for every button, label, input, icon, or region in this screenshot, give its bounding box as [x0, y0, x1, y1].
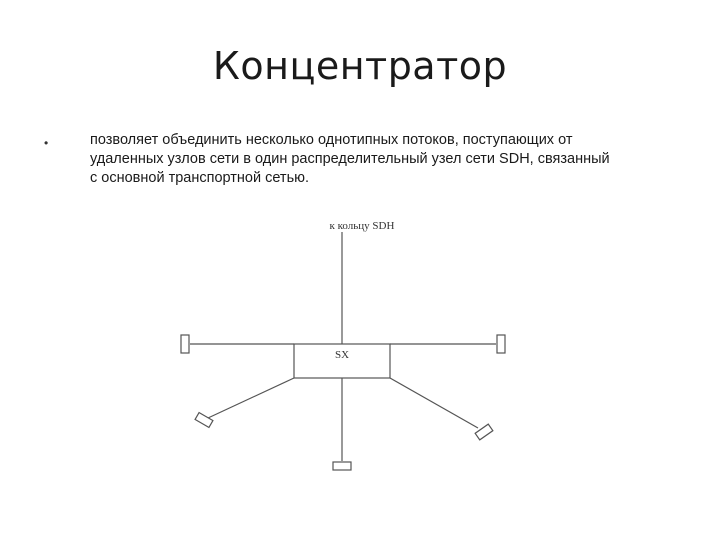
slide-title: Концентратор: [212, 44, 508, 88]
remote-node-lower-right: [475, 424, 493, 440]
bullet-marker: •: [44, 136, 49, 150]
hub-sx-label: SX: [334, 349, 350, 361]
remote-node-lower-left: [195, 413, 213, 428]
bullet-text-line: с основной транспортной сетью.: [90, 170, 310, 186]
bullet-text-line: удаленных узлов сети в один распределительный узел сети SDH, связанный: [90, 151, 610, 167]
lower-right-link-line: [390, 378, 478, 428]
bullet-text-line: позволяет объединить несколько однотипных потоков, поступающих от: [90, 132, 573, 148]
sdh-ring-label: к кольцу SDH: [329, 220, 395, 232]
remote-node-right: [497, 335, 505, 353]
remote-node-bottom: [333, 462, 351, 470]
lower-left-link-line: [208, 378, 294, 418]
remote-node-left: [181, 335, 189, 353]
